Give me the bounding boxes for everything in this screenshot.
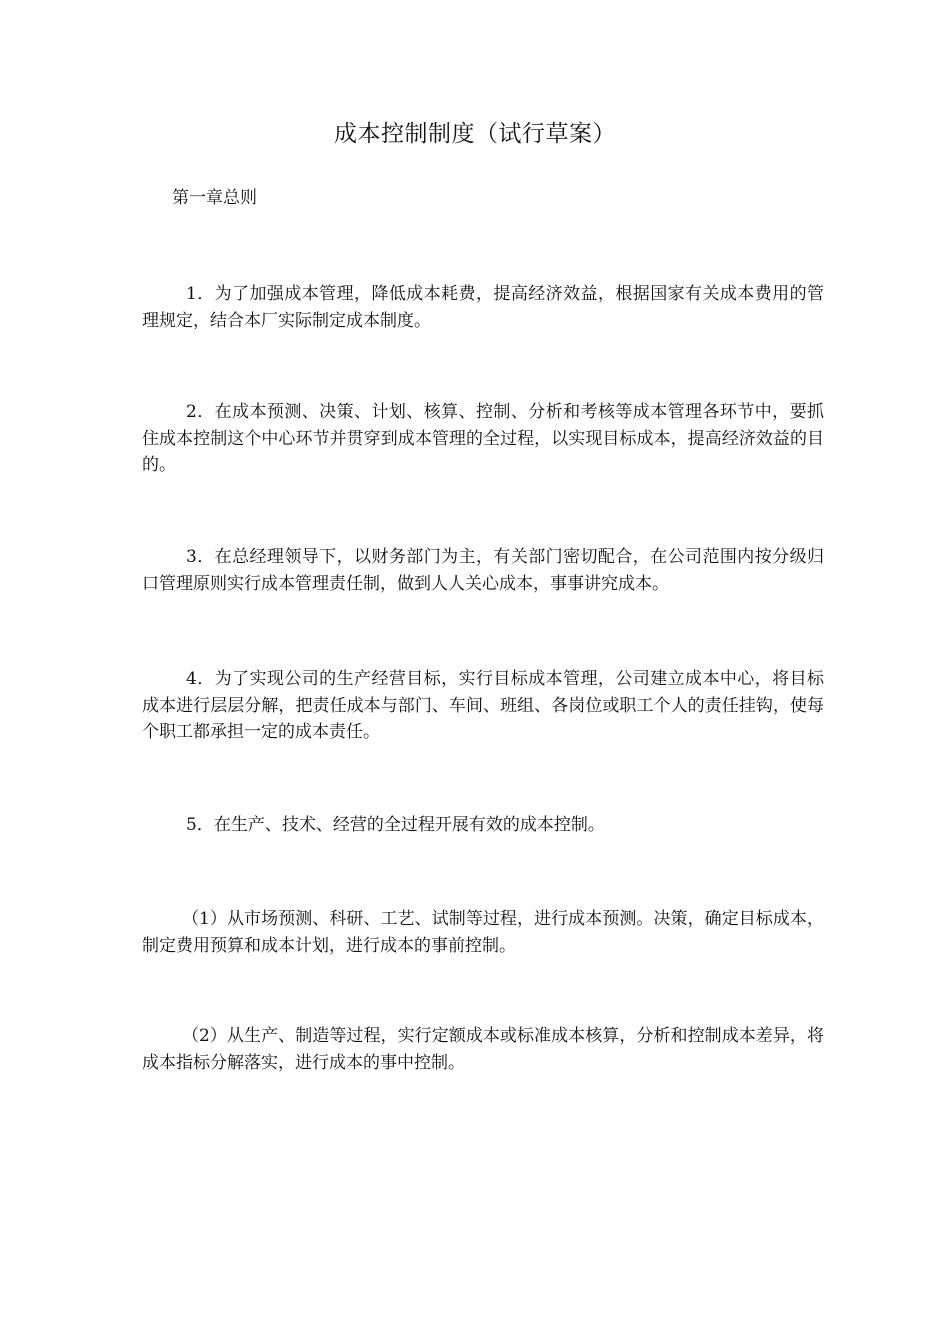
paragraph-5-2: （2）从生产、制造等过程，实行定额成本或标准成本核算，分析和控制成本差异，将成本指标分解落实，进行成本的事中控制。 bbox=[142, 1026, 824, 1073]
paragraph-5: 5．在生产、技术、经营的全过程开展有效的成本控制。 bbox=[186, 815, 605, 835]
paragraph-4: 4．为了实现公司的生产经营目标，实行目标成本管理，公司建立成本中心，将目标成本进行层层分解，把责任成本与部门、车间、班组、各岗位或职工个人的责任挂钩，使每个职工都承担一定的成本责任。 bbox=[142, 669, 824, 742]
paragraph-2: 2．在成本预测、决策、计划、核算、控制、分析和考核等成本管理各环节中，要抓住成本控制这个中心环节并贯穿到成本管理的全过程，以实现目标成本，提高经济效益的目的。 bbox=[142, 402, 824, 475]
document-title: 成本控制制度（试行草案） bbox=[334, 121, 616, 147]
paragraph-1: 1．为了加强成本管理，降低成本耗费，提高经济效益，根据国家有关成本费用的管理规定，结合本厂实际制定成本制度。 bbox=[142, 284, 824, 331]
paragraph-3: 3．在总经理领导下，以财务部门为主，有关部门密切配合，在公司范围内按分级归口管理原则实行成本管理责任制，做到人人关心成本，事事讲究成本。 bbox=[142, 547, 824, 594]
paragraph-5-1: （1）从市场预测、科研、工艺、试制等过程，进行成本预测。决策，确定目标成本，制定费用预算和成本计划，进行成本的事前控制。 bbox=[142, 909, 824, 956]
chapter-heading: 第一章总则 bbox=[172, 188, 257, 208]
